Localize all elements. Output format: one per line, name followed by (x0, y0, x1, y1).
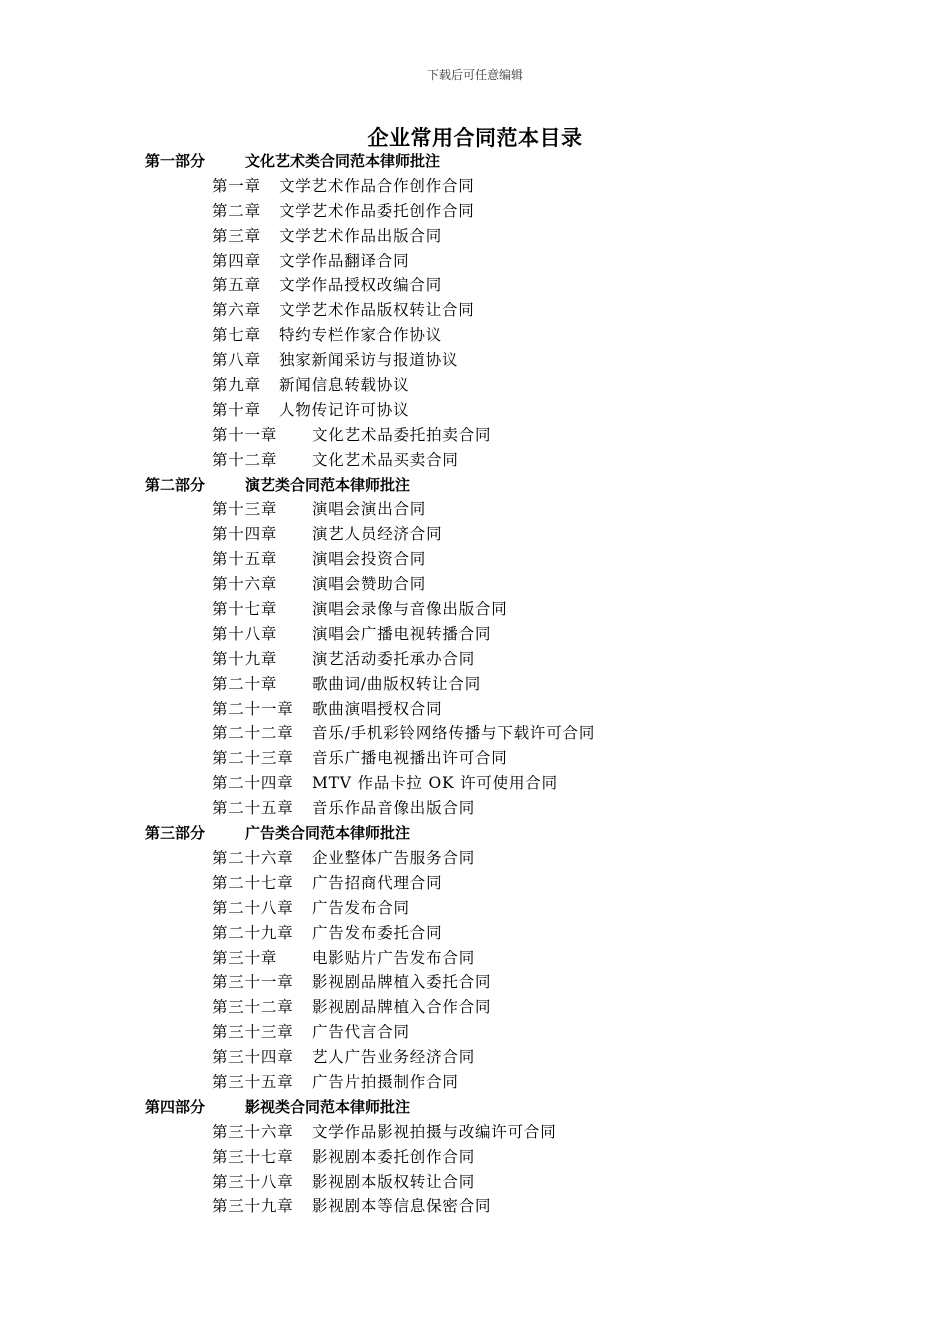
chapter-title: 特约专栏作家合作协议 (279, 326, 443, 345)
chapter-title: 影视剧本版权转让合同 (312, 1172, 476, 1191)
chapter-label: 第十八章 (212, 624, 278, 643)
chapter-label: 第二章 (212, 201, 261, 220)
chapter-entry (145, 846, 845, 871)
chapter-entry (145, 672, 845, 697)
chapter-label: 第十一章 (212, 425, 278, 444)
chapter-entry (145, 423, 845, 448)
chapter-entry (145, 298, 845, 323)
chapter-title: 文学作品翻译合同 (279, 251, 410, 270)
part-heading (145, 821, 845, 846)
chapter-label: 第五章 (212, 276, 261, 295)
chapter-label: 第二十八章 (212, 898, 294, 917)
chapter-entry (145, 572, 845, 597)
chapter-title: 音乐作品音像出版合同 (312, 799, 476, 818)
chapter-label: 第七章 (212, 326, 261, 345)
part-label: 第一部分 (145, 152, 206, 170)
chapter-label: 第四章 (212, 251, 261, 270)
chapter-entry (145, 746, 845, 771)
table-of-contents (145, 149, 845, 1219)
chapter-title: 独家新闻采访与报道协议 (279, 351, 459, 370)
chapter-title: 歌曲演唱授权合同 (312, 699, 443, 718)
chapter-entry (145, 522, 845, 547)
chapter-title: 影视剧品牌植入委托合同 (312, 973, 492, 992)
chapter-entry (145, 273, 845, 298)
chapter-label: 第十六章 (212, 575, 278, 594)
chapter-entry (145, 721, 845, 746)
chapter-entry (145, 697, 845, 722)
chapter-label: 第三章 (212, 226, 261, 245)
chapter-entry (145, 497, 845, 522)
chapter-entry (145, 921, 845, 946)
chapter-title: 演艺活动委托承办合同 (312, 649, 476, 668)
chapter-label: 第二十四章 (212, 774, 294, 793)
chapter-title: 人物传记许可协议 (279, 400, 410, 419)
chapter-label: 第八章 (212, 351, 261, 370)
part-label: 第四部分 (145, 1097, 206, 1116)
chapter-label: 第二十六章 (212, 848, 294, 867)
chapter-label: 第一章 (212, 176, 261, 195)
chapter-title: 文学作品授权改编合同 (279, 276, 443, 295)
chapter-label: 第二十五章 (212, 799, 294, 818)
chapter-entry (145, 1020, 845, 1045)
chapter-entry (145, 771, 845, 796)
chapter-label: 第二十九章 (212, 923, 294, 942)
chapter-label: 第二十七章 (212, 873, 294, 892)
chapter-entry (145, 597, 845, 622)
chapter-title: 演唱会录像与音像出版合同 (312, 600, 508, 619)
part-name: 影视类合同范本律师批注 (245, 1097, 411, 1116)
chapter-title: 广告发布委托合同 (312, 923, 443, 942)
chapter-title: 艺人广告业务经济合同 (312, 1048, 476, 1067)
chapter-title: MTV 作品卡拉 OK 许可使用合同 (312, 774, 558, 793)
chapter-label: 第三十七章 (212, 1147, 294, 1166)
chapter-title: 音乐广播电视播出许可合同 (312, 749, 508, 768)
chapter-title: 新闻信息转载协议 (279, 376, 410, 395)
chapter-title: 文学艺术作品版权转让合同 (279, 301, 475, 320)
chapter-label: 第十二章 (212, 450, 278, 469)
chapter-label: 第十四章 (212, 525, 278, 544)
chapter-title: 演唱会广播电视转播合同 (312, 624, 492, 643)
chapter-label: 第三十章 (212, 948, 278, 967)
chapter-title: 文化艺术品买卖合同 (312, 450, 459, 469)
chapter-title: 文学作品影视拍摄与改编许可合同 (312, 1122, 557, 1141)
chapter-title: 影视剧本委托创作合同 (312, 1147, 476, 1166)
chapter-entry (145, 647, 845, 672)
chapter-label: 第三十八章 (212, 1172, 294, 1191)
chapter-label: 第十五章 (212, 550, 278, 569)
chapter-entry (145, 174, 845, 199)
chapter-title: 文学艺术作品委托创作合同 (279, 201, 475, 220)
part-heading (145, 473, 845, 498)
part-label: 第二部分 (145, 475, 206, 494)
chapter-entry (145, 1145, 845, 1170)
chapter-label: 第三十四章 (212, 1048, 294, 1067)
chapter-entry (145, 796, 845, 821)
chapter-label: 第六章 (212, 301, 261, 320)
chapter-label: 第三十六章 (212, 1122, 294, 1141)
part-name: 文化艺术类合同范本律师批注 (245, 152, 441, 170)
part-name: 演艺类合同范本律师批注 (245, 475, 411, 494)
chapter-label: 第三十五章 (212, 1072, 294, 1091)
part-heading (145, 1095, 845, 1120)
chapter-entry (145, 199, 845, 224)
chapter-title: 演艺人员经济合同 (312, 525, 443, 544)
chapter-entry (145, 995, 845, 1020)
document-title: 企业常用合同范本目录 (367, 125, 583, 150)
chapter-entry (145, 547, 845, 572)
chapter-title: 演唱会演出合同 (312, 500, 427, 519)
chapter-title: 广告招商代理合同 (312, 873, 443, 892)
chapter-title: 广告发布合同 (312, 898, 410, 917)
chapter-entry (145, 1045, 845, 1070)
chapter-title: 演唱会赞助合同 (312, 575, 427, 594)
chapter-title: 文化艺术品委托拍卖合同 (312, 425, 492, 444)
chapter-title: 企业整体广告服务合同 (312, 848, 476, 867)
chapter-label: 第九章 (212, 376, 261, 395)
chapter-entry (145, 224, 845, 249)
chapter-title: 音乐/手机彩铃网络传播与下载许可合同 (312, 724, 596, 743)
chapter-label: 第十章 (212, 400, 261, 419)
chapter-entry (145, 871, 845, 896)
chapter-entry (145, 1194, 845, 1219)
chapter-entry (145, 249, 845, 274)
chapter-entry (145, 1170, 845, 1195)
chapter-label: 第三十一章 (212, 973, 294, 992)
chapter-label: 第三十三章 (212, 1023, 294, 1042)
chapter-title: 广告代言合同 (312, 1023, 410, 1042)
chapter-entry (145, 1120, 845, 1145)
part-heading (145, 149, 845, 174)
chapter-label: 第十九章 (212, 649, 278, 668)
part-name: 广告类合同范本律师批注 (245, 824, 411, 843)
chapter-label: 第十七章 (212, 600, 278, 619)
chapter-entry (145, 1070, 845, 1095)
chapter-entry (145, 946, 845, 971)
chapter-label: 第三十九章 (212, 1197, 294, 1216)
chapter-entry (145, 970, 845, 995)
chapter-entry (145, 448, 845, 473)
chapter-entry (145, 622, 845, 647)
chapter-title: 广告片拍摄制作合同 (312, 1072, 459, 1091)
part-label: 第三部分 (145, 824, 206, 843)
chapter-title: 影视剧品牌植入合作合同 (312, 998, 492, 1017)
chapter-title: 文学艺术作品合作创作合同 (279, 176, 475, 195)
chapter-label: 第三十二章 (212, 998, 294, 1017)
chapter-label: 第十三章 (212, 500, 278, 519)
chapter-entry (145, 398, 845, 423)
page-header-note: 下载后可任意编辑 (426, 68, 523, 82)
chapter-title: 影视剧本等信息保密合同 (312, 1197, 492, 1216)
chapter-label: 第二十二章 (212, 724, 294, 743)
chapter-title: 电影贴片广告发布合同 (312, 948, 476, 967)
chapter-label: 第二十章 (212, 674, 278, 693)
chapter-title: 文学艺术作品出版合同 (279, 226, 443, 245)
chapter-title: 歌曲词/曲版权转让合同 (312, 674, 482, 693)
chapter-entry (145, 348, 845, 373)
chapter-title: 演唱会投资合同 (312, 550, 427, 569)
chapter-label: 第二十三章 (212, 749, 294, 768)
chapter-entry (145, 373, 845, 398)
chapter-entry (145, 323, 845, 348)
chapter-label: 第二十一章 (212, 699, 294, 718)
chapter-entry (145, 896, 845, 921)
